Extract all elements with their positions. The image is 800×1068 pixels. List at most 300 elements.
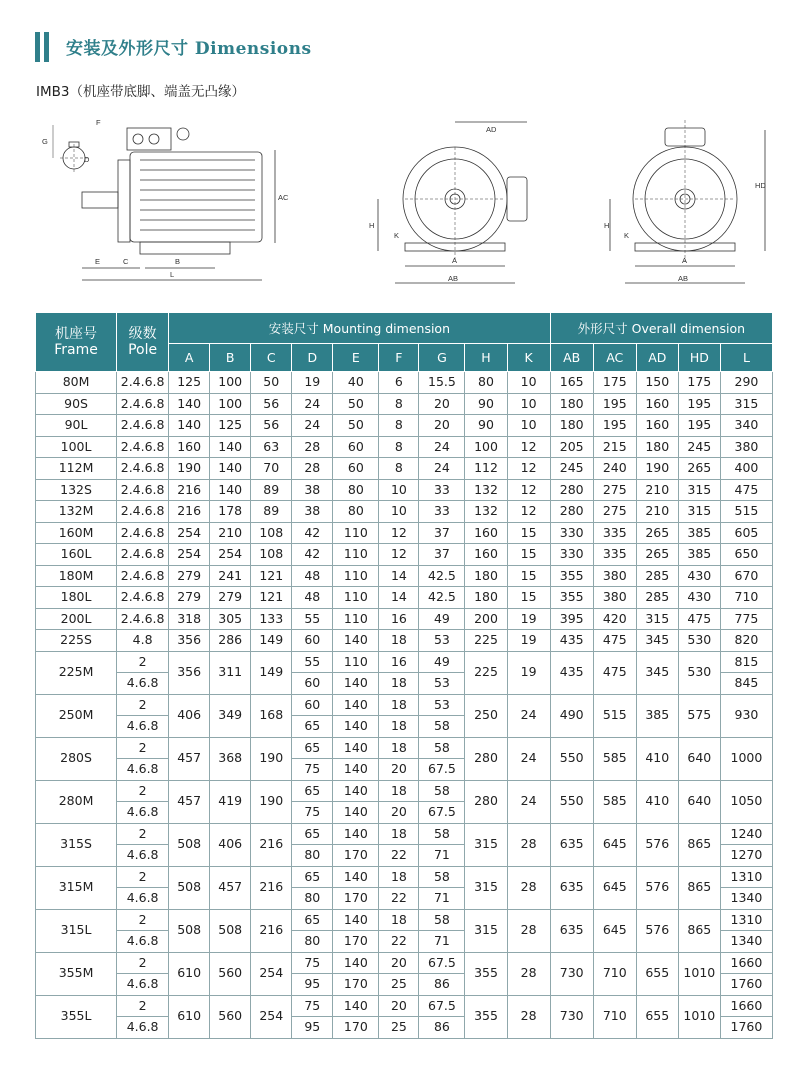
k-cell: 12 [507,479,550,501]
f-cell: 18 [379,780,419,802]
h-cell: 315 [465,823,507,866]
c-cell: 254 [251,952,292,995]
ac-cell: 380 [593,587,636,609]
dim-label: H [604,221,610,230]
f-cell: 22 [379,845,419,867]
ac-cell: 645 [593,823,636,866]
pole-cell: 4.6.8 [117,802,169,824]
l-cell: 315 [720,393,772,415]
mounting-type-subtitle: IMB3（机座带底脚、端盖无凸缘） [36,84,245,100]
c-cell: 133 [251,608,292,630]
g-cell: 86 [419,974,465,996]
table-row [36,522,773,544]
ac-cell: 275 [593,501,636,523]
b-cell: 140 [210,436,251,458]
d-cell: 95 [292,974,333,996]
hd-cell: 175 [678,372,720,394]
column-header-l: L [720,344,772,372]
ab-cell: 355 [550,587,593,609]
ac-cell: 515 [593,694,636,737]
a-cell: 457 [169,737,210,780]
ac-cell: 175 [593,372,636,394]
dim-label: K [394,231,400,240]
g-cell: 33 [419,479,465,501]
hd-cell: 640 [678,737,720,780]
ab-cell: 730 [550,952,593,995]
e-cell: 50 [333,415,379,437]
ac-cell: 335 [593,522,636,544]
g-cell: 67.5 [419,759,465,781]
l-cell: 1340 [720,931,772,953]
h-cell: 112 [465,458,507,480]
d-cell: 65 [292,866,333,888]
a-cell: 125 [169,372,210,394]
ab-cell: 280 [550,501,593,523]
b-cell: 560 [210,995,251,1038]
pole-cell: 2.4.6.8 [117,565,169,587]
e-cell: 60 [333,458,379,480]
b-cell: 140 [210,458,251,480]
c-cell: 190 [251,737,292,780]
hd-cell: 430 [678,565,720,587]
column-header-d: D [292,344,333,372]
dim-label: HD [755,181,766,190]
h-cell: 355 [465,995,507,1038]
hd-cell: 865 [678,909,720,952]
ab-cell: 280 [550,479,593,501]
table-row [36,608,773,630]
l-cell: 1240 [720,823,772,845]
a-cell: 279 [169,587,210,609]
f-cell: 22 [379,888,419,910]
ab-cell: 355 [550,565,593,587]
dim-label: K [624,231,630,240]
hd-cell: 865 [678,823,720,866]
e-cell: 110 [333,608,379,630]
h-cell: 355 [465,952,507,995]
l-cell: 775 [720,608,772,630]
g-cell: 53 [419,673,465,695]
b-cell: 210 [210,522,251,544]
g-cell: 24 [419,458,465,480]
pole-cell: 2 [117,651,169,673]
l-cell: 475 [720,479,772,501]
dim-label: AB [448,274,459,283]
a-cell: 508 [169,866,210,909]
frame-cell: 112M [36,458,117,480]
column-header-k: K [507,344,550,372]
c-cell: 89 [251,501,292,523]
a-cell: 254 [169,544,210,566]
l-cell: 1270 [720,845,772,867]
e-cell: 140 [333,780,379,802]
pole-cell: 2.4.6.8 [117,458,169,480]
d-cell: 65 [292,716,333,738]
dim-label: A [452,256,458,265]
ad-cell: 410 [636,737,678,780]
f-cell: 8 [379,415,419,437]
e-cell: 170 [333,845,379,867]
ac-cell: 475 [593,651,636,694]
b-cell: 140 [210,479,251,501]
k-cell: 28 [507,866,550,909]
e-cell: 60 [333,436,379,458]
g-cell: 58 [419,823,465,845]
g-cell: 24 [419,436,465,458]
hd-cell: 385 [678,522,720,544]
d-cell: 60 [292,630,333,652]
e-cell: 140 [333,802,379,824]
hd-cell: 530 [678,630,720,652]
table-row [36,737,773,759]
c-cell: 50 [251,372,292,394]
e-cell: 140 [333,630,379,652]
k-cell: 24 [507,737,550,780]
pole-cell: 2 [117,780,169,802]
d-cell: 60 [292,673,333,695]
dim-label: AD [486,125,497,134]
d-cell: 28 [292,436,333,458]
d-cell: 65 [292,823,333,845]
b-cell: 406 [210,823,251,866]
d-cell: 48 [292,587,333,609]
d-cell: 95 [292,1017,333,1039]
ab-cell: 205 [550,436,593,458]
frame-cell: 90S [36,393,117,415]
ad-cell: 655 [636,952,678,995]
h-cell: 160 [465,544,507,566]
f-cell: 8 [379,436,419,458]
ad-cell: 160 [636,393,678,415]
shaft-section-view [53,125,88,172]
g-cell: 37 [419,522,465,544]
a-cell: 610 [169,995,210,1038]
ac-cell: 645 [593,909,636,952]
table-row [36,436,773,458]
ab-cell: 435 [550,630,593,652]
b-cell: 279 [210,587,251,609]
e-cell: 110 [333,522,379,544]
c-cell: 190 [251,780,292,823]
dim-label: A [682,256,688,265]
c-cell: 56 [251,415,292,437]
ad-cell: 576 [636,866,678,909]
f-cell: 25 [379,974,419,996]
c-cell: 108 [251,544,292,566]
ac-cell: 195 [593,393,636,415]
g-cell: 42.5 [419,587,465,609]
g-cell: 53 [419,694,465,716]
d-cell: 24 [292,415,333,437]
b-cell: 349 [210,694,251,737]
f-cell: 14 [379,587,419,609]
pole-cell: 2.4.6.8 [117,479,169,501]
h-cell: 280 [465,737,507,780]
h-cell: 90 [465,415,507,437]
ac-cell: 215 [593,436,636,458]
hd-cell: 195 [678,415,720,437]
ab-cell: 635 [550,823,593,866]
ad-cell: 345 [636,651,678,694]
a-cell: 140 [169,393,210,415]
table-row [36,630,773,652]
g-cell: 71 [419,931,465,953]
b-cell: 560 [210,952,251,995]
g-cell: 42.5 [419,565,465,587]
d-cell: 80 [292,931,333,953]
e-cell: 140 [333,909,379,931]
frame-cell: 90L [36,415,117,437]
b-cell: 100 [210,393,251,415]
e-cell: 170 [333,1017,379,1039]
frame-cell: 315S [36,823,117,866]
ad-cell: 180 [636,436,678,458]
k-cell: 28 [507,909,550,952]
l-cell: 605 [720,522,772,544]
f-cell: 14 [379,565,419,587]
f-cell: 18 [379,737,419,759]
l-cell: 815 [720,651,772,673]
pole-cell: 2.4.6.8 [117,372,169,394]
ac-cell: 275 [593,479,636,501]
ac-cell: 240 [593,458,636,480]
a-cell: 610 [169,952,210,995]
g-cell: 67.5 [419,995,465,1017]
h-cell: 315 [465,866,507,909]
f-cell: 25 [379,1017,419,1039]
ad-cell: 315 [636,608,678,630]
k-cell: 15 [507,544,550,566]
table-row [36,780,773,802]
f-cell: 22 [379,931,419,953]
frame-cell: 180M [36,565,117,587]
g-cell: 67.5 [419,952,465,974]
g-cell: 58 [419,866,465,888]
table-row [36,952,773,974]
f-cell: 20 [379,952,419,974]
hd-cell: 1010 [678,995,720,1038]
e-cell: 50 [333,393,379,415]
ab-cell: 245 [550,458,593,480]
ab-cell: 635 [550,866,593,909]
table-row [36,415,773,437]
pole-cell: 2 [117,694,169,716]
mounting-dimension-header: 安装尺寸 Mounting dimension [169,313,551,344]
pole-header: 级数 Pole [117,313,169,372]
a-cell: 356 [169,630,210,652]
ab-cell: 550 [550,737,593,780]
h-cell: 80 [465,372,507,394]
d-cell: 80 [292,888,333,910]
f-cell: 18 [379,630,419,652]
pole-cell: 4.6.8 [117,716,169,738]
ad-cell: 210 [636,479,678,501]
g-cell: 49 [419,651,465,673]
l-cell: 820 [720,630,772,652]
e-cell: 80 [333,501,379,523]
d-cell: 19 [292,372,333,394]
ad-cell: 385 [636,694,678,737]
a-cell: 356 [169,651,210,694]
ab-cell: 635 [550,909,593,952]
dim-label: L [170,270,175,279]
g-cell: 67.5 [419,802,465,824]
pole-cell: 2.4.6.8 [117,415,169,437]
c-cell: 149 [251,630,292,652]
l-cell: 1760 [720,974,772,996]
table-row [36,587,773,609]
b-cell: 100 [210,372,251,394]
frame-cell: 355L [36,995,117,1038]
b-cell: 457 [210,866,251,909]
frame-cell: 80M [36,372,117,394]
hd-cell: 245 [678,436,720,458]
f-cell: 12 [379,544,419,566]
column-header-ac: AC [593,344,636,372]
f-cell: 20 [379,802,419,824]
pole-cell: 2.4.6.8 [117,587,169,609]
pole-cell: 2.4.6.8 [117,436,169,458]
frame-header: 机座号 Frame [36,313,117,372]
k-cell: 10 [507,372,550,394]
k-cell: 24 [507,780,550,823]
dim-label: D [84,155,90,164]
pole-cell: 2 [117,866,169,888]
e-cell: 140 [333,716,379,738]
d-cell: 28 [292,458,333,480]
d-cell: 55 [292,608,333,630]
d-cell: 65 [292,737,333,759]
h-cell: 250 [465,694,507,737]
ad-cell: 285 [636,587,678,609]
e-cell: 140 [333,995,379,1017]
l-cell: 515 [720,501,772,523]
h-cell: 100 [465,436,507,458]
table-row [36,823,773,845]
e-cell: 170 [333,931,379,953]
d-cell: 75 [292,759,333,781]
ac-cell: 710 [593,995,636,1038]
c-cell: 63 [251,436,292,458]
frame-cell: 132S [36,479,117,501]
frame-cell: 280S [36,737,117,780]
table-row [36,909,773,931]
hd-cell: 315 [678,479,720,501]
f-cell: 20 [379,759,419,781]
g-cell: 53 [419,630,465,652]
ab-cell: 395 [550,608,593,630]
e-cell: 140 [333,823,379,845]
l-cell: 670 [720,565,772,587]
l-cell: 845 [720,673,772,695]
g-cell: 20 [419,415,465,437]
f-cell: 10 [379,501,419,523]
e-cell: 140 [333,866,379,888]
a-cell: 318 [169,608,210,630]
frame-cell: 315M [36,866,117,909]
table-row [36,544,773,566]
ad-cell: 655 [636,995,678,1038]
k-cell: 28 [507,823,550,866]
a-cell: 216 [169,479,210,501]
table-row [36,651,773,673]
d-cell: 80 [292,845,333,867]
hd-cell: 865 [678,866,720,909]
ad-cell: 285 [636,565,678,587]
g-cell: 49 [419,608,465,630]
table-row [36,866,773,888]
hd-cell: 575 [678,694,720,737]
d-cell: 60 [292,694,333,716]
d-cell: 55 [292,651,333,673]
b-cell: 305 [210,608,251,630]
b-cell: 508 [210,909,251,952]
ab-cell: 330 [550,544,593,566]
d-cell: 38 [292,479,333,501]
column-header-a: A [169,344,210,372]
c-cell: 89 [251,479,292,501]
frame-cell: 132M [36,501,117,523]
k-cell: 12 [507,436,550,458]
h-cell: 180 [465,587,507,609]
ab-cell: 180 [550,415,593,437]
ad-cell: 576 [636,909,678,952]
ac-cell: 335 [593,544,636,566]
hd-cell: 385 [678,544,720,566]
e-cell: 140 [333,737,379,759]
g-cell: 58 [419,716,465,738]
column-header-f: F [379,344,419,372]
hd-cell: 640 [678,780,720,823]
f-cell: 18 [379,866,419,888]
pole-cell: 4.6.8 [117,974,169,996]
hd-cell: 430 [678,587,720,609]
dim-label: C [123,257,129,266]
d-cell: 75 [292,952,333,974]
c-cell: 216 [251,823,292,866]
g-cell: 58 [419,737,465,759]
f-cell: 16 [379,608,419,630]
page-title: 安装及外形尺寸 Dimensions [66,39,312,59]
hd-cell: 315 [678,501,720,523]
pole-cell: 2.4.6.8 [117,544,169,566]
column-header-g: G [419,344,465,372]
hd-cell: 265 [678,458,720,480]
column-header-h: H [465,344,507,372]
a-cell: 457 [169,780,210,823]
ab-cell: 330 [550,522,593,544]
ac-cell: 195 [593,415,636,437]
table-row [36,393,773,415]
h-cell: 225 [465,651,507,694]
e-cell: 110 [333,544,379,566]
b-cell: 178 [210,501,251,523]
frame-cell: 250M [36,694,117,737]
ad-cell: 410 [636,780,678,823]
hd-cell: 195 [678,393,720,415]
e-cell: 140 [333,759,379,781]
c-cell: 121 [251,587,292,609]
k-cell: 28 [507,995,550,1038]
pole-cell: 4.6.8 [117,673,169,695]
f-cell: 18 [379,823,419,845]
a-cell: 254 [169,522,210,544]
d-cell: 65 [292,780,333,802]
e-cell: 170 [333,974,379,996]
h-cell: 90 [465,393,507,415]
e-cell: 110 [333,565,379,587]
frame-cell: 315L [36,909,117,952]
